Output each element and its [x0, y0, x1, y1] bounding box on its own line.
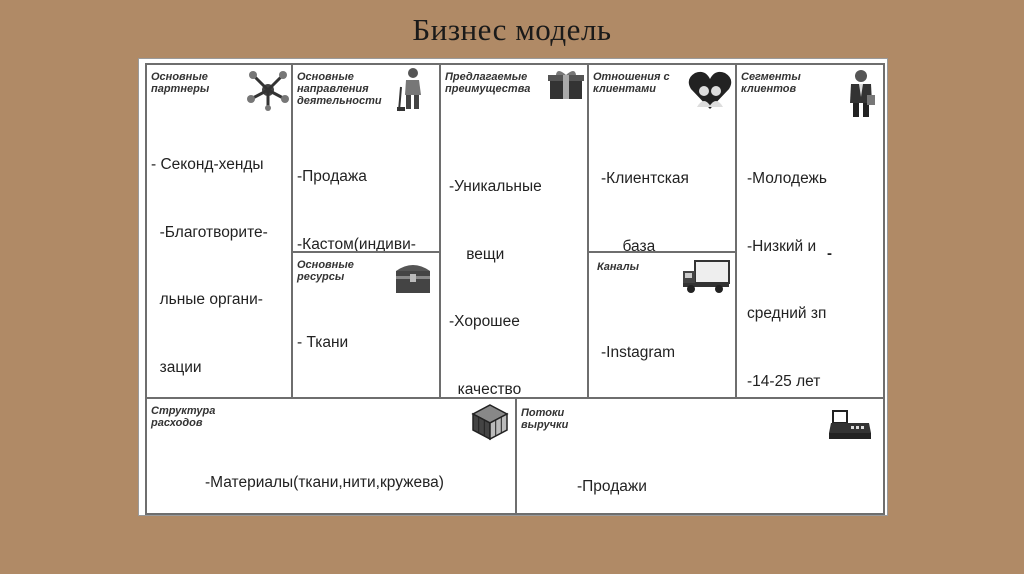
- worker-icon: [397, 67, 427, 113]
- list-item: -Молодежь: [747, 170, 827, 187]
- list-item: -Хорошее: [449, 313, 520, 330]
- customer-relationships-list: [601, 123, 689, 253]
- key-resources-title: Основные ресурсы: [297, 259, 354, 283]
- list-item: - Секонд-хенды: [151, 156, 264, 173]
- rubik-cube-icon: [471, 403, 509, 441]
- treasure-chest-icon: [393, 259, 433, 295]
- list-item: -Клиентская: [601, 170, 689, 187]
- channels-list: [601, 297, 712, 399]
- list-item: -14-25 лет: [747, 372, 821, 390]
- list-item: база: [601, 237, 656, 253]
- revenue-streams-title: Потоки выручки: [521, 407, 569, 431]
- list-item: качество: [449, 380, 522, 398]
- cash-register-icon: [829, 407, 873, 441]
- channels-block: [587, 251, 737, 399]
- revenue-streams-block: [515, 397, 885, 515]
- partners-network-icon: [245, 69, 291, 111]
- list-item: вещи: [449, 245, 505, 263]
- value-propositions-list: [449, 131, 555, 399]
- list-item: -Низкий и: [747, 237, 817, 255]
- heart-people-icon: [687, 69, 733, 111]
- stray-dash: -: [827, 245, 832, 262]
- customer-segments-block: [735, 63, 885, 399]
- list-item: -Кастом(индиви-: [297, 235, 416, 253]
- list-item: льные органи-: [151, 291, 263, 308]
- customer-segments-title: Сегменты клиентов: [741, 71, 801, 95]
- key-activities-list: [297, 121, 416, 253]
- list-item: - Ткани: [297, 334, 349, 351]
- list-item: средний зп: [747, 305, 827, 322]
- businessman-icon: [847, 69, 875, 119]
- gift-box-icon: [547, 69, 585, 101]
- business-model-canvas: [138, 58, 888, 516]
- list-item: -Продажи: [577, 478, 647, 495]
- slide-title: Бизнес модель: [412, 12, 612, 47]
- cost-structure-title: Структура расходов: [151, 405, 216, 429]
- delivery-truck-icon: [681, 257, 731, 295]
- list-item: -Продажа: [297, 168, 367, 185]
- key-resources-block: [291, 251, 441, 399]
- revenue-streams-list: [577, 439, 699, 515]
- key-partners-title: Основные партнеры: [151, 71, 210, 95]
- customer-relationships-title: Отношения с клиентами: [593, 71, 670, 95]
- key-partners-list: [151, 109, 268, 399]
- value-propositions-block: [439, 63, 589, 399]
- cost-structure-block: [145, 397, 517, 515]
- customer-segments-list: [747, 123, 827, 399]
- key-resources-list: [297, 287, 385, 399]
- list-item: -Материалы(ткани,нити,кружева): [205, 474, 444, 491]
- key-activities-block: [291, 63, 441, 253]
- key-partners-block: [145, 63, 293, 399]
- channels-title: Каналы: [597, 261, 640, 273]
- cost-structure-list: [205, 427, 444, 515]
- list-item: -Уникальные: [449, 178, 542, 195]
- list-item: -Благотворите-: [151, 223, 268, 241]
- value-propositions-title: Предлагаемые преимущества: [445, 71, 531, 95]
- key-activities-title: Основные направления деятельности: [297, 71, 382, 107]
- customer-relationships-block: [587, 63, 737, 253]
- list-item: зации: [151, 358, 202, 376]
- list-item: -Instagram: [601, 344, 676, 361]
